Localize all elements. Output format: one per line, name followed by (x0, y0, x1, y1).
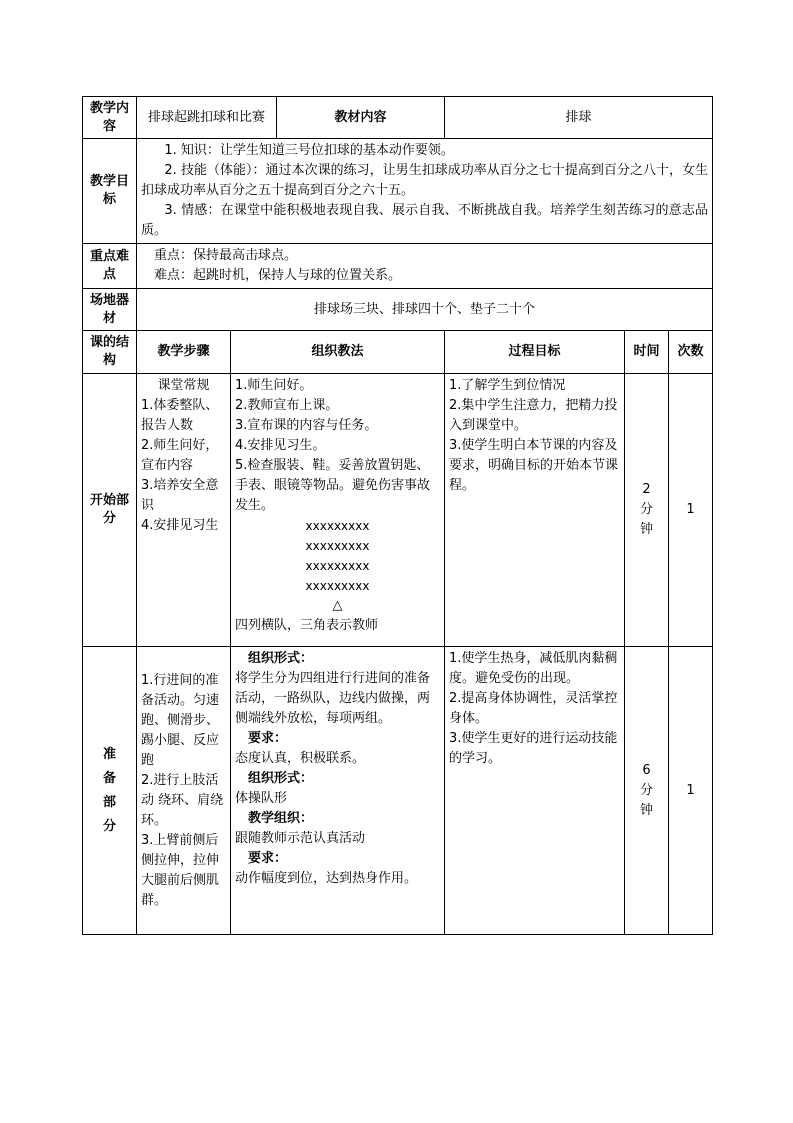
target-item: 1.使学生热身，减低肌肉黏稠度。避免受伤的出现。 (449, 651, 618, 686)
col-steps: 教学步骤 (137, 331, 231, 374)
label-material-content: 教材内容 (277, 97, 445, 139)
step-item: 3.上臂前侧后侧拉伸，拉伸大腿前后侧肌群。 (141, 832, 220, 908)
step-item: 4.安排见习生 (141, 518, 219, 533)
start-targets (445, 374, 625, 647)
time-value: 2 (642, 482, 651, 497)
equipment-row (83, 289, 713, 331)
target-item: 2.提高身体协调性，灵活掌控身体。 (449, 691, 618, 726)
step-item: 2.进行上肢活动 绕环、肩绕环。 (141, 772, 224, 828)
req2-label: 要求： (248, 851, 288, 866)
section-start-row (83, 374, 713, 647)
section-prep-row (83, 647, 713, 935)
teach-org-label: 教学组织： (248, 811, 314, 826)
step-item: 2.师生问好，宣布内容 (141, 438, 219, 473)
method-item: 3.宣布课的内容与任务。 (235, 418, 378, 433)
col-target: 过程目标 (445, 331, 625, 374)
col-structure: 课的结构 (83, 331, 137, 374)
difficulty-point: 难点：起跳时机，保持人与球的位置关系。 (154, 268, 402, 283)
step-item: 1.体委整队、报告人数 (141, 398, 219, 433)
col-count: 次数 (669, 331, 713, 374)
req2-text: 动作幅度到位，达到热身作用。 (235, 871, 418, 886)
teach-org-text: 跟随教师示范认真活动 (235, 831, 366, 846)
method-item: 5.检查服装、鞋。妥善放置钥匙、手表、眼镜等物品。避免伤害事故发生。 (235, 458, 431, 513)
label-section-start: 开始部分 (83, 374, 137, 647)
step-item: 1.行进间的准备活动。匀速跑、侧滑步、踢小腿、反应跑 (141, 672, 220, 768)
prep-method (231, 647, 445, 935)
label-teaching-content: 教学内容 (83, 97, 137, 139)
prep-count: 1 (669, 647, 713, 935)
prep-time (625, 647, 669, 935)
target-item: 1.了解学生到位情况 (449, 378, 566, 393)
teacher-triangle-icon: △ (332, 598, 343, 613)
keypoints-cell (137, 244, 713, 289)
req-label: 要求： (248, 731, 288, 746)
goal-item: 3. 情感：在课堂中能积极地表现自我、展示自我、不断挑战自我。培养学生刻苦练习的意志品质。 (141, 203, 709, 238)
start-count: 1 (669, 374, 713, 647)
goals-cell (137, 139, 713, 244)
column-header-row (83, 331, 713, 374)
goal-item: 2. 技能（体能）：通过本次课的练习，让男生扣球成功率从百分之七十提高到百分之八十，女生扣球成功率从百分之五十提高到百分之六十五。 (141, 163, 709, 198)
time-unit: 分钟 (640, 502, 654, 537)
step-item: 3.培养安全意识 (141, 478, 219, 513)
section-prep-label: 准备部分 (103, 746, 117, 834)
material-content: 排球 (445, 97, 713, 139)
equipment-value: 排球场三块、排球四十个、垫子二十个 (137, 289, 713, 331)
target-item: 2.集中学生注意力，把精力投入到课堂中。 (449, 398, 618, 433)
start-steps (137, 374, 231, 647)
org-form2-label: 组织形式： (248, 771, 314, 786)
keypoints-row (83, 244, 713, 289)
target-item: 3.使学生明白本节课的内容及要求，明确目标的开始本节课程。 (449, 438, 619, 493)
goal-item: 1. 知识：让学生知道三号位扣球的基本动作要领。 (164, 143, 454, 158)
prep-targets (445, 647, 625, 935)
formation-row: xxxxxxxxx (305, 539, 370, 553)
formation-row: xxxxxxxxx (305, 559, 370, 573)
formation-row: xxxxxxxxx (305, 519, 370, 533)
label-goals: 教学目标 (83, 139, 137, 244)
org-form-label: 组织形式： (248, 651, 314, 666)
req-text: 态度认真，积极联系。 (235, 751, 366, 766)
lesson-plan-table (82, 96, 713, 935)
label-keypoints: 重点难点 (83, 244, 137, 289)
step-item: 课堂常规 (157, 378, 210, 393)
org-form-text: 将学生分为四组进行行进间的准备活动，一路纵队，边线内做操，两侧端线外放松，每项两组。 (235, 671, 431, 726)
start-time (625, 374, 669, 647)
label-section-prep (83, 647, 137, 935)
target-item: 3.使学生更好的进行运动技能的学习。 (449, 731, 618, 766)
start-method (231, 374, 445, 647)
col-time: 时间 (625, 331, 669, 374)
label-equipment: 场地器材 (83, 289, 137, 331)
formation-row: xxxxxxxxx (305, 579, 370, 593)
time-unit: 分钟 (640, 782, 654, 818)
prep-steps (137, 647, 231, 935)
formation-caption: 四列横队，三角表示教师 (235, 618, 379, 633)
header-row (83, 97, 713, 139)
method-item: 1.师生问好。 (235, 378, 313, 393)
time-value: 6 (642, 762, 651, 778)
col-method: 组织教法 (231, 331, 445, 374)
method-item: 2.教师宣布上课。 (235, 398, 339, 413)
method-item: 4.安排见习生。 (235, 438, 326, 453)
goals-row (83, 139, 713, 244)
teaching-content: 排球起跳扣球和比赛 (137, 97, 277, 139)
org-form2-text: 体操队形 (235, 791, 288, 806)
key-point: 重点：保持最高击球点。 (154, 248, 298, 263)
